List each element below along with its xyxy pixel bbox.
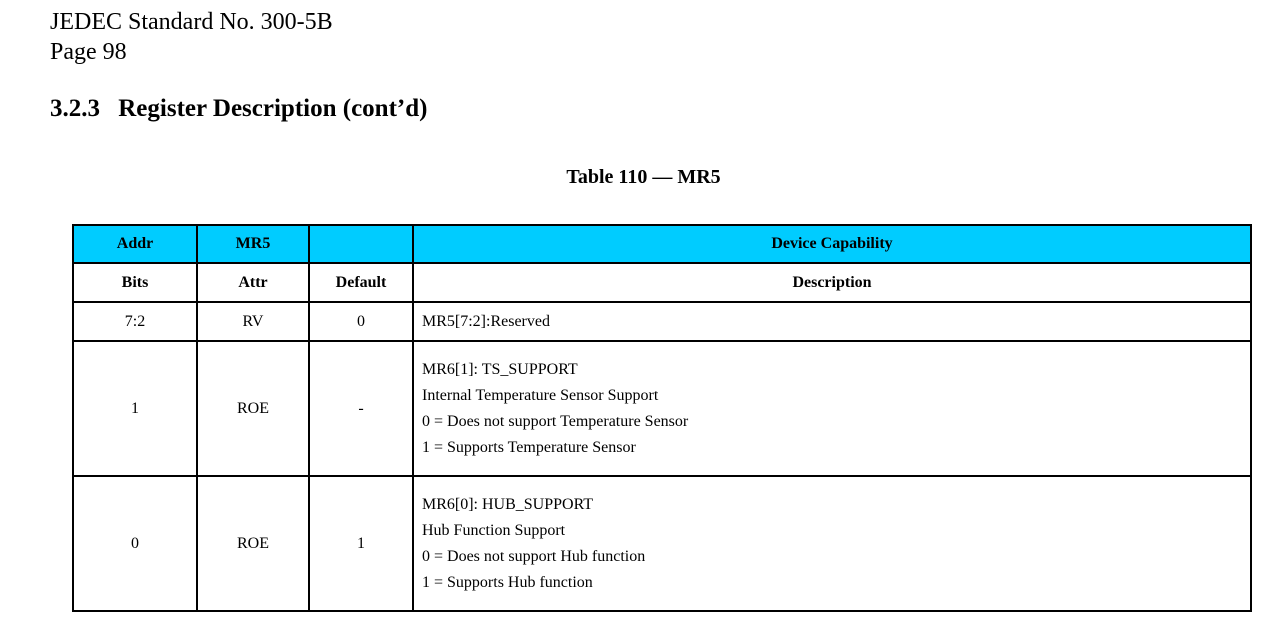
section-number: 3.2.3	[50, 95, 100, 122]
standard-number: JEDEC Standard No. 300-5B	[50, 9, 333, 35]
table-top-header-row	[73, 225, 1251, 263]
description-line: MR5[7:2]:Reserved	[422, 312, 550, 330]
mr5-register-table	[72, 224, 1252, 612]
description-line: Hub Function Support	[422, 521, 566, 539]
cell-description	[413, 341, 1251, 476]
header-default: Default	[309, 263, 413, 302]
cell-bits: 1	[73, 341, 197, 476]
table-row	[73, 302, 1251, 341]
cell-default: -	[309, 341, 413, 476]
table-caption: Table 110 — MR5	[566, 166, 721, 188]
header-blank	[309, 225, 413, 263]
cell-default: 0	[309, 302, 413, 341]
description-line: 0 = Does not support Temperature Sensor	[422, 412, 689, 430]
description-line: Internal Temperature Sensor Support	[422, 386, 659, 404]
description-line: 0 = Does not support Hub function	[422, 547, 646, 565]
description-line: MR6[1]: TS_SUPPORT	[422, 360, 578, 378]
cell-bits: 7:2	[73, 302, 197, 341]
header-description: Description	[413, 263, 1251, 302]
header-attr: Attr	[197, 263, 309, 302]
table-row	[73, 341, 1251, 476]
header-bits: Bits	[73, 263, 197, 302]
cell-description	[413, 476, 1251, 611]
table-row	[73, 476, 1251, 611]
page-number: Page 98	[50, 39, 127, 65]
header-mr5: MR5	[197, 225, 309, 263]
table-column-header-row	[73, 263, 1251, 302]
description-line: 1 = Supports Hub function	[422, 573, 593, 591]
cell-default: 1	[309, 476, 413, 611]
description-line: MR6[0]: HUB_SUPPORT	[422, 495, 594, 513]
header-addr: Addr	[73, 225, 197, 263]
cell-attr: ROE	[197, 476, 309, 611]
section-heading	[50, 94, 427, 124]
header-device-capability: Device Capability	[413, 225, 1251, 263]
cell-description	[413, 302, 1251, 341]
cell-bits: 0	[73, 476, 197, 611]
cell-attr: RV	[197, 302, 309, 341]
description-line: 1 = Supports Temperature Sensor	[422, 438, 636, 456]
cell-attr: ROE	[197, 341, 309, 476]
section-title: Register Description (cont’d)	[118, 95, 428, 122]
